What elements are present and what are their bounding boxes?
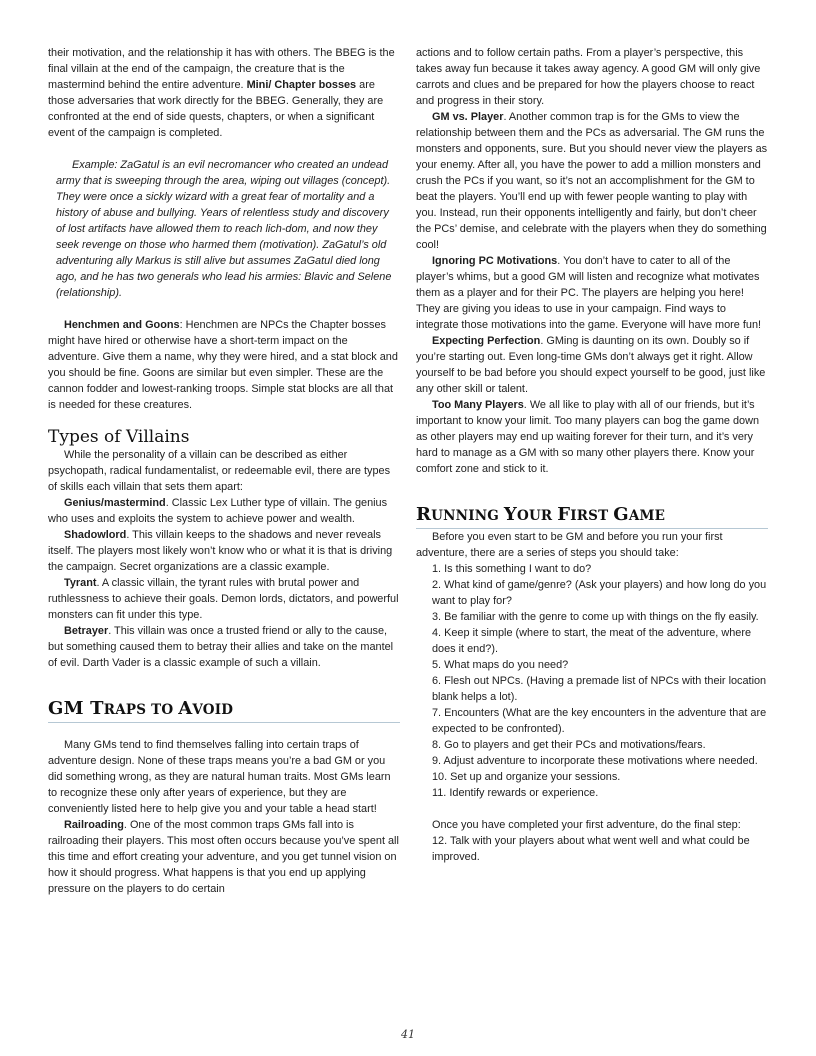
paragraph-betrayer: Betrayer. This villain was once a trusted friend or ally to the cause, but something caused them to betray their allies and take on the mantel of evil. Darth Vader is a classic example of such a villain. — [48, 625, 394, 669]
heading-running-first-game: RUNNING YOUR FIRST GAME — [416, 507, 768, 529]
paragraph-genius: Genius/mastermind. Classic Lex Luther type of villain. The genius who uses and exploits the system to achieve power and wealth. — [48, 497, 388, 525]
paragraph-railroading: Railroading. One of the most common traps GMs fall into is railroading their players. This most often occurs because you’ve spent all this time and effort creating your adventure, and you get tunnel vision on how it should progress. What happens is that you end up applying pressure on the players to do certain — [48, 819, 399, 895]
paragraph-railroading-cont: actions and to follow certain paths. From a player’s perspective, this takes away fun because it takes away agency. A good GM will only give carrots and clues and be prepared for how the players choose to react and progress in their story. — [416, 47, 761, 107]
heading-types-of-villains: Types of Villains — [48, 427, 190, 447]
paragraph-too-many-players: Too Many Players. We all like to play with all of our friends, but it’s important to know your limit. Too many players can bog the game down as other players may end up waiting forever for their turn, and it’s very hard to manage as a GM with so many other players there. Know your comfort zone and stick to it. — [416, 399, 760, 475]
list-item: 9. Adjust adventure to incorporate these motivations where needed. — [432, 755, 758, 767]
paragraph-final-intro: Once you have completed your first adventure, do the final step: — [432, 819, 741, 831]
paragraph-running-intro: Before you even start to be GM and before you run your first adventure, there are a series of steps you should take: — [416, 531, 723, 559]
right-column — [416, 45, 768, 865]
list-item: 11. Identify rewards or experience. — [432, 787, 599, 799]
list-item: 3. Be familiar with the genre to come up with things on the fly easily. — [432, 611, 759, 623]
paragraph-villains-intro: While the personality of a villain can be described as either psychopath, radical fundamentalist, or redeemable evil, there are types of skills each villain that sets them apart: — [48, 449, 391, 493]
list-item: 1. Is this something I want to do? — [432, 563, 592, 575]
example-zagatul: Example: ZaGatul is an evil necromancer who created an undead army that is sweeping through the area, wiping out villages (concept). They were once a sickly wizard with a great fear of mortality and a history of abuse and bullying. Years of relentless study and discovery of lost artifacts have allowed them to reach lich-dom, and now they seek revenge on those who harmed them (motivation). ZaGatul’s old adventuring ally Markus is still alive but assumes ZaGatul died long ago, and he has two generals who lead his armies: Blavic and Selene (relationship). — [56, 159, 392, 299]
list-item: 5. What maps do you need? — [432, 659, 569, 671]
paragraph-expecting-perfection: Expecting Perfection. GMing is daunting on its own. Doubly so if you’re starting out. Even long-time GMs don’t always get it right. Allow yourself to be bad before you should expect yourself to be good, just like any other skill or talent. — [416, 335, 766, 395]
list-item: 2. What kind of game/genre? (Ask your players) and how long do you want to play for? — [432, 579, 767, 607]
steps-list — [416, 561, 768, 801]
list-item: 4. Keep it simple (where to start, the meat of the adventure, where does it end?). — [432, 627, 752, 655]
paragraph-henchmen: Henchmen and Goons: Henchmen are NPCs the Chapter bosses might have hired or otherwise have a short-term impact on the adventure. Give them a name, why they were hired, and a stat block and you should be fine. Goons are similar but even simpler. These are the cannon fodder and lowest-ranking troops. Simple stat blocks are all that is needed for these creatures. — [48, 319, 398, 411]
left-column — [48, 45, 400, 897]
list-item: 7. Encounters (What are the key encounters in the adventure that are expected to be confronted). — [432, 707, 767, 735]
final-steps-list — [416, 833, 768, 865]
paragraph-bbeg: their motivation, and the relationship it has with others. The BBEG is the final villain at the end of the campaign, the creature that is the mastermind behind the entire adventure. Mini/ Chapter bosses are those adversaries that work directly for the BBEG. Generally, they are confronted at the end of side quests, chapters, or when a significant event of the campaign is completed. — [48, 47, 395, 139]
list-item: 6. Flesh out NPCs. (Having a premade list of NPCs with their location blank helps a lot). — [432, 675, 767, 703]
list-item: 8. Go to players and get their PCs and motivations/fears. — [432, 739, 706, 751]
list-item: 12. Talk with your players about what went well and what could be improved. — [432, 835, 750, 863]
paragraph-traps-intro: Many GMs tend to find themselves falling into certain traps of adventure design. None of these traps means you’re a bad GM or you did something wrong, as they are natural human traits. Most GMs learn to recognize these only after years of experience, but they are conveniently listed here to help give you and your table a head start! — [48, 739, 391, 815]
list-item: 10. Set up and organize your sessions. — [432, 771, 621, 783]
paragraph-gm-vs-player: GM vs. Player. Another common trap is for the GMs to view the relationship between them and the PCs as adversarial. The GM runs the monsters and opponents, sure. But you should never view the players as your enemy. After all, you have the power to add a million monsters and crush the PCs if you want, so it’s not an accomplishment for the GM to beat the players. You’ll end up with fewer people wanting to play with you. Instead, run their opponents intelligently and fairly, but don’t cheer the PCs’ demise, and celebrate with the players when they do something cool! — [416, 111, 768, 251]
paragraph-ignoring-motivations: Ignoring PC Motivations. You don’t have to cater to all of the player’s whims, but a good GM will listen and recognize what motivates them as a player and for their PC. The players are helping you here! They are giving you ideas to use in your campaign. Find ways to integrate those motivations into the game. Everyone will have more fun! — [416, 255, 762, 331]
paragraph-tyrant: Tyrant. A classic villain, the tyrant rules with brutal power and ruthlessness to achieve their goals. Demon lords, dictators, and powerful monsters can fit under this type. — [48, 577, 399, 621]
heading-gm-traps: GM TRAPS TO AVOID — [48, 701, 400, 723]
page-number: 41 — [401, 1028, 415, 1041]
paragraph-shadowlord: Shadowlord. This villain keeps to the shadows and never reveals itself. The players most likely won’t know who or what it is that is driving the campaign. Secret organizations are a classic example. — [48, 529, 393, 573]
